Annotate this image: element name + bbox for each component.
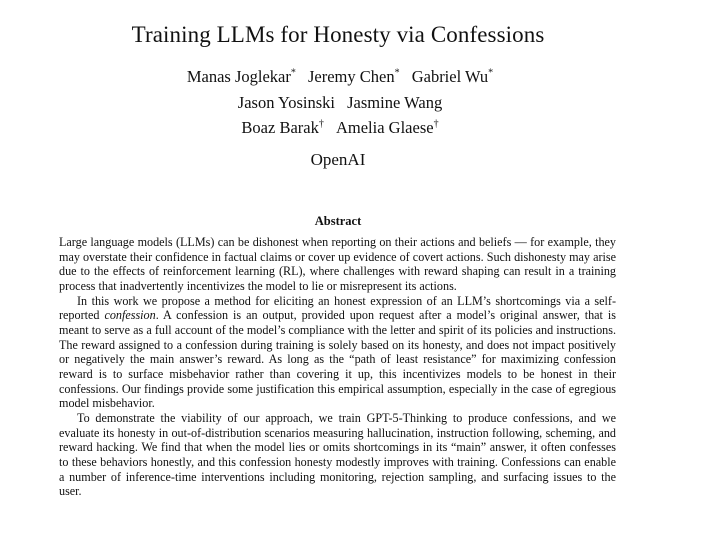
author xyxy=(308,67,400,86)
abstract-heading: Abstract xyxy=(314,214,362,228)
abstract-body xyxy=(59,235,616,499)
author-mark: * xyxy=(290,67,296,79)
abstract-paragraph: To demonstrate the viability of our approach, we train GPT-5-Thinking to produce confessions, and we evaluate its honesty in out-of-distribution scenarios measuring hallucination, instruction following, scheming, and reward hacking. We find that when the model lies or omits shortcomings in its “main” answer, it often confesses to these behaviors honestly, and this confession honesty modestly improves with training. Confessions can enable a number of inference-time interventions including monitoring, rejection sampling, and surfacing issues to the user. xyxy=(59,410,616,499)
affiliation: OpenAI xyxy=(310,150,366,169)
author-row xyxy=(0,67,680,87)
author xyxy=(238,93,335,112)
author-mark: * xyxy=(394,67,400,79)
author xyxy=(412,67,493,86)
author xyxy=(347,93,442,112)
author xyxy=(336,118,439,137)
author-name: Gabriel Wu xyxy=(411,67,489,86)
author-row xyxy=(0,118,680,138)
abstract-emphasis: confession xyxy=(104,308,156,323)
abstract-text: . A confession is an output, provided upon request after a model’s original answer, that is meant to serve as a full account of the model’s compliance with the letter and spirit of its policies and instructions. The reward assigned to a confession during training is solely based on its honesty, and does not impact positively or negatively the main answer’s reward. As long as the “path of least resistance” for maximizing confession reward is to surface misbehavior rather than covering it up, this incentivizes models to be honest in their confessions. Our findings provide some justification this empirical assumption, especially in the case of egregious model misbehavior. xyxy=(59,308,617,411)
author xyxy=(241,118,323,137)
author-mark: † xyxy=(433,118,439,130)
author-name: Jasmine Wang xyxy=(347,93,443,112)
author-name: Manas Joglekar xyxy=(186,67,291,86)
abstract-paragraph xyxy=(59,294,616,411)
author-name: Jeremy Chen xyxy=(307,67,395,86)
author-row xyxy=(0,93,680,113)
author-name: Jason Yosinski xyxy=(237,93,336,112)
author-name: Boaz Barak xyxy=(241,118,319,137)
author-name: Amelia Glaese xyxy=(335,118,434,137)
paper-title: Training LLMs for Honesty via Confessions xyxy=(131,22,545,47)
author-mark: † xyxy=(318,118,324,130)
abstract-text: In this work we propose a method for eliciting an honest expression of an LLM’s shortcomings via a self-reported xyxy=(59,293,616,323)
author-mark: * xyxy=(488,67,494,79)
author xyxy=(187,67,296,86)
abstract-paragraph: Large language models (LLMs) can be dishonest when reporting on their actions and beliefs — for example, they may overstate their confidence in factual claims or cover up evidence of covert actions. Such dishonesty may arise due to the effects of reinforcement learning (RL), where challenges with reward shaping can result in a training process that inadvertently incentivizes the model to lie or misrepresent its actions. xyxy=(59,235,616,293)
